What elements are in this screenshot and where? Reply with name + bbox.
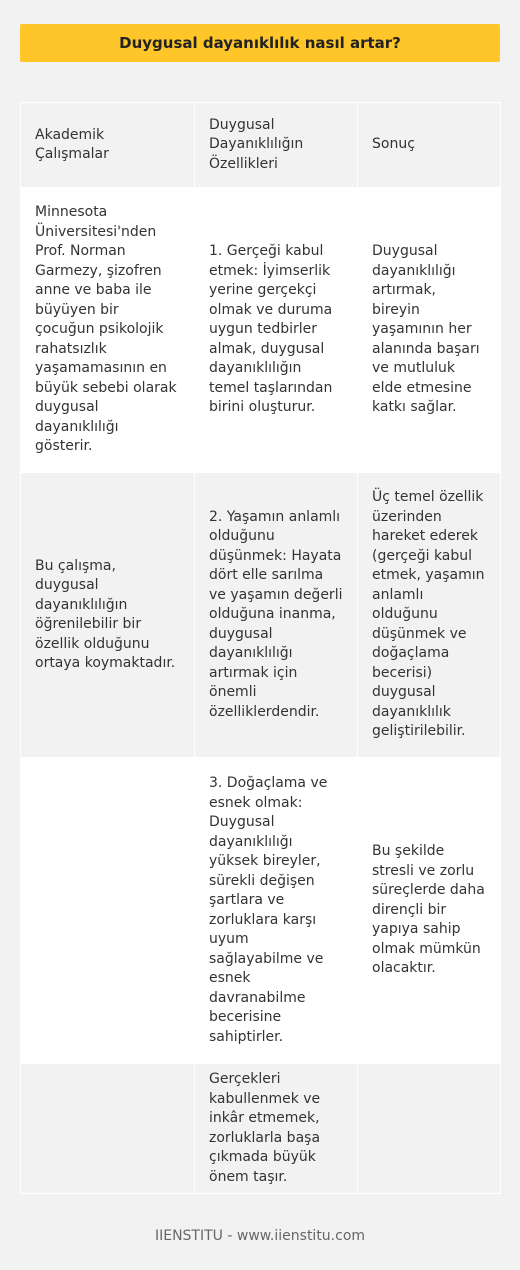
table-cell: Gerçekleri kabullenmek ve inkâr etmemek, zorluklarla başa çıkmada büyük önem taşır. — [195, 1064, 358, 1194]
table-cell: Bu şekilde stresli ve zorlu süreçlerde daha dirençli bir yapıya sahip olmak mümkün olacaktır. — [358, 758, 501, 1064]
footer-credit: IIENSTITU - www.iienstitu.com — [154, 1228, 366, 1244]
table-cell: 2. Yaşamın anlamlı olduğunu düşünmek: Hayata dört elle sarılma ve yaşamın değerli olduğuna inanma, duygusal dayanıklılığı artırmak için önemli özelliklerdendir. — [195, 473, 358, 758]
table-cell — [21, 1064, 195, 1194]
table-cell: 1. Gerçeği kabul etmek: İyimserlik yerine gerçekçi olmak ve duruma uygun tedbirler almak, duygusal dayanıklılığın temel taşlarından birini oluşturur. — [195, 188, 358, 473]
page-title: Duygusal dayanıklılık nasıl artar? — [119, 34, 401, 52]
table-cell: Minnesota Üniversitesi'nden Prof. Norman Garmezy, şizofren anne ve baba ile büyüyen bir çocuğun psikolojik rahatsızlık yaşamamasının en büyük sebebi olarak duygusal dayanıklılığı gösterir. — [21, 188, 195, 473]
table-cell: Bu çalışma, duygusal dayanıklılığın öğrenilebilir bir özellik olduğunu ortaya koymaktadır. — [21, 473, 195, 758]
table-row — [21, 188, 501, 473]
table-cell — [358, 1064, 501, 1194]
table-cell: 3. Doğaçlama ve esnek olmak: Duygusal dayanıklılığı yüksek bireyler, sürekli değişen şartlara ve zorluklara karşı uyum sağlayabilme ve esnek davranabilme becerisine sahiptirler. — [195, 758, 358, 1064]
title-banner — [20, 24, 500, 62]
table-row — [21, 1064, 501, 1194]
column-header: Akademik Çalışmalar — [21, 103, 195, 188]
comparison-table — [20, 102, 501, 1194]
column-header: Sonuç — [358, 103, 501, 188]
table-cell: Duygusal dayanıklılığı artırmak, bireyin yaşamının her alanında başarı ve mutluluk elde etmesine katkı sağlar. — [358, 188, 501, 473]
table-row — [21, 473, 501, 758]
table-row — [21, 758, 501, 1064]
column-header: Duygusal Dayanıklılığın Özellikleri — [195, 103, 358, 188]
table-cell: Üç temel özellik üzerinden hareket ederek (gerçeği kabul etmek, yaşamın anlamlı olduğunu düşünmek ve doğaçlama becerisi) duygusal dayanıklılık geliştirilebilir. — [358, 473, 501, 758]
table-cell — [21, 758, 195, 1064]
table-header-row — [21, 103, 501, 188]
